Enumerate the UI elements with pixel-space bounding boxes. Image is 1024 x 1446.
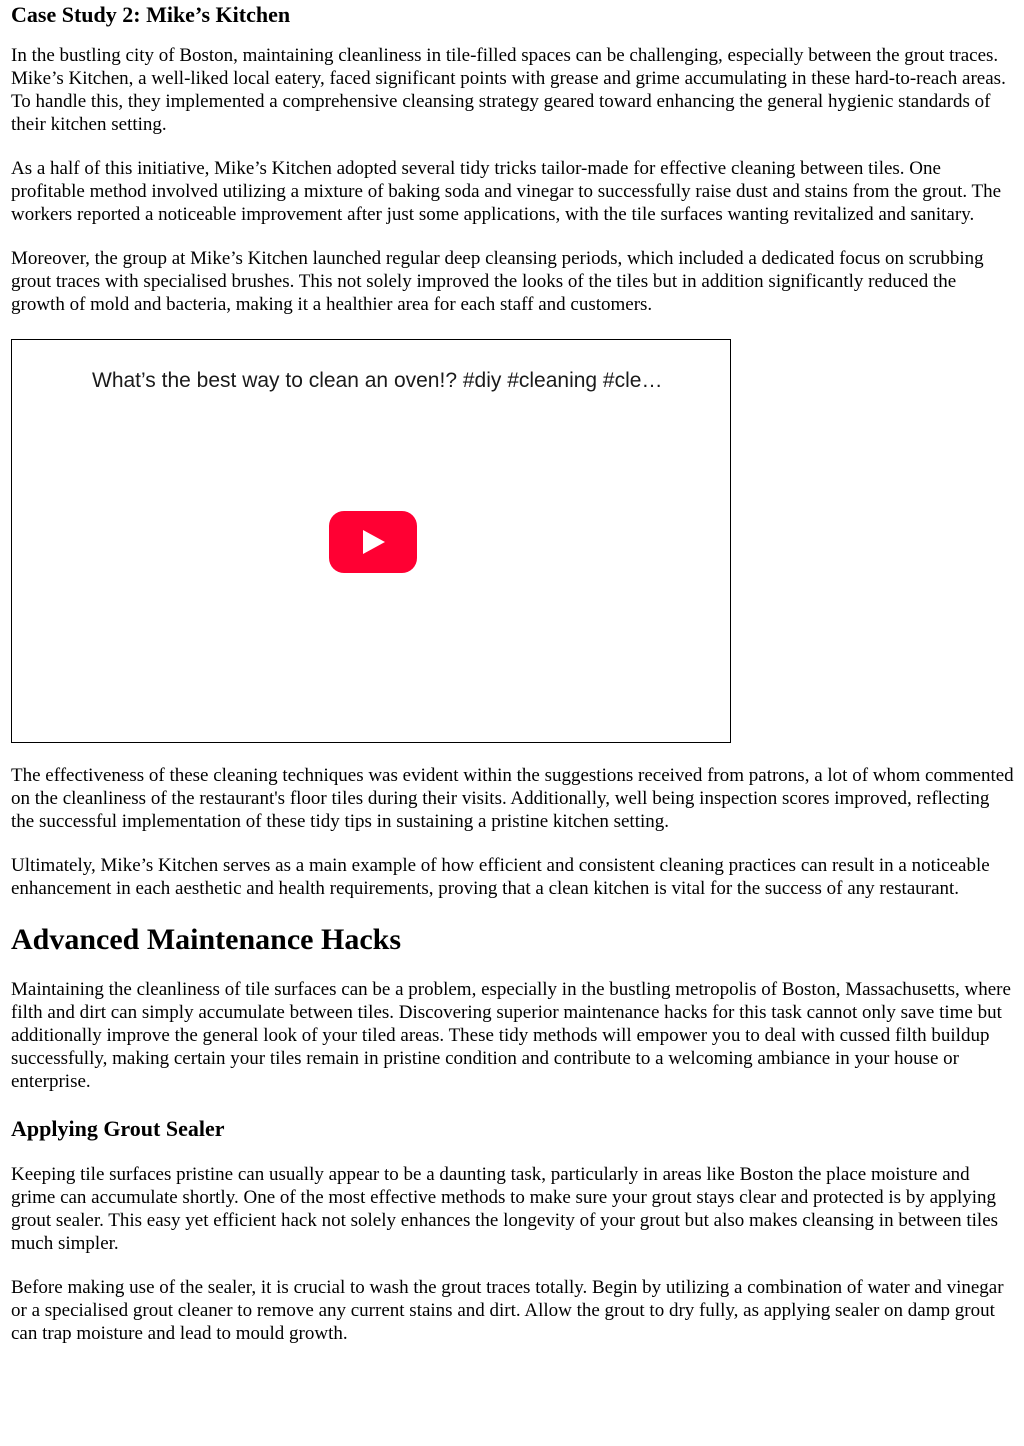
play-button[interactable] [329, 511, 417, 573]
case-study-paragraph: In the bustling city of Boston, maintaining cleanliness in tile-filled spaces can be challenging, especially between the grout traces. Mike’s Kitchen, a well-liked local eatery, faced significant points with grease and grime accumulating in these hard-to-reach areas. To handle this, they implemented a comprehensive cleansing strategy geared toward enhancing the general hygienic standards of their kitchen setting. [11, 45, 1006, 135]
grout-sealer-paragraph: Before making use of the sealer, it is crucial to wash the grout traces totally. Begin by utilizing a combination of water and vinegar or a specialised grout cleaner to remove any current stains and dirt. Allow the grout to dry fully, as applying sealer on damp grout can trap moisture and lead to mould growth. [11, 1277, 1004, 1344]
grout-sealer-heading: Applying Grout Sealer [11, 1116, 225, 1141]
case-study-paragraph: Ultimately, Mike’s Kitchen serves as a main example of how efficient and consistent cleaning practices can result in a noticeable enhancement in each aesthetic and health requirements, proving that a clean kitchen is vital for the success of any restaurant. [11, 855, 990, 899]
video-embed[interactable] [11, 339, 731, 743]
grout-sealer-paragraph: Keeping tile surfaces pristine can usually appear to be a daunting task, particularly in areas like Boston the place moisture and grime can accumulate shortly. One of the most effective methods to make sure your grout stays clear and protected is by applying grout sealer. This easy yet efficient hack not solely enhances the longevity of your grout but also makes cleansing in between tiles much simpler. [11, 1164, 999, 1254]
play-icon [329, 511, 417, 573]
advanced-paragraph: Maintaining the cleanliness of tile surfaces can be a problem, especially in the bustling metropolis of Boston, Massachusetts, where filth and dirt can simply accumulate between tiles. Discovering superior maintenance hacks for this task cannot only save time but additionally improve the general look of your tiled areas. These tidy methods will empower you to deal with cussed filth buildup successfully, making certain your tiles remain in pristine condition and contribute to a welcoming ambiance in your house or enterprise. [11, 979, 1011, 1092]
video-title[interactable]: What’s the best way to clean an oven!? #diy #cleaning #cle… [92, 369, 663, 392]
advanced-heading: Advanced Maintenance Hacks [11, 923, 401, 956]
case-study-paragraph: As a half of this initiative, Mike’s Kitchen adopted several tidy tricks tailor-made for effective cleaning between tiles. One profitable method involved utilizing a mixture of baking soda and vinegar to successfully raise dust and stains from the grout. The workers reported a noticeable improvement after just some applications, with the tile surfaces wanting revitalized and sanitary. [11, 158, 1002, 225]
case-study-paragraph: Moreover, the group at Mike’s Kitchen launched regular deep cleansing periods, which included a dedicated focus on scrubbing grout traces with specialised brushes. This not solely improved the looks of the tiles but in addition significantly reduced the growth of mold and bacteria, making it a healthier area for each staff and customers. [11, 248, 984, 315]
case-study-heading: Case Study 2: Mike’s Kitchen [11, 2, 291, 27]
case-study-paragraph: The effectiveness of these cleaning techniques was evident within the suggestions received from patrons, a lot of whom commented on the cleanliness of the restaurant's floor tiles during their visits. Additionally, well being inspection scores improved, reflecting the successful implementation of these tidy tips in sustaining a pristine kitchen setting. [11, 765, 1014, 832]
